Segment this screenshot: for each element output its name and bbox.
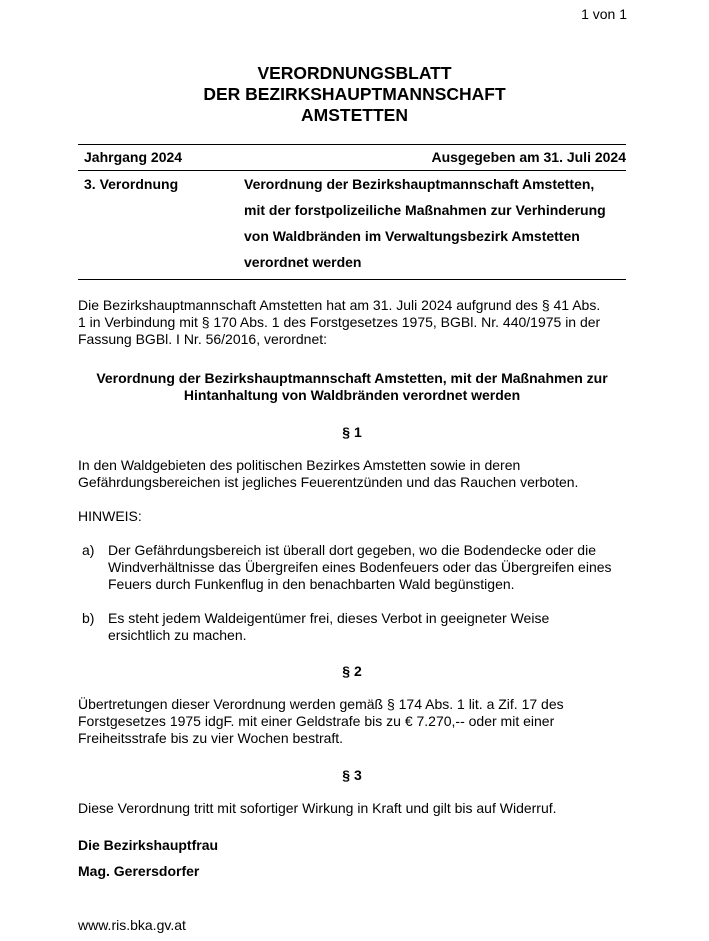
- section-3-title: § 3: [342, 767, 362, 783]
- signature-role: Die Bezirkshauptfrau: [78, 837, 219, 853]
- intro-line: 1 in Verbindung mit § 170 Abs. 1 des Forstgesetzes 1975, BGBl. Nr. 440/1975 in der: [78, 314, 601, 330]
- section-2-line: Forstgesetzes 1975 idgF. mit einer Geldstrafe bis zu € 7.270,-- oder mit einer: [78, 713, 555, 729]
- ordinance-title: [244, 171, 626, 275]
- signature-name: Mag. Gerersdorfer: [78, 863, 200, 879]
- section-1-title: § 1: [342, 424, 362, 440]
- ordinance-title-line: von Waldbränden im Verwaltungsbezirk Amstetten: [244, 228, 580, 244]
- section-2-title: § 2: [342, 663, 362, 679]
- section-3-text: Diese Verordnung tritt mit sofortiger Wirkung in Kraft und gilt bis auf Widerruf.: [78, 800, 557, 816]
- section-2-line: Übertretungen dieser Verordnung werden gemäß § 174 Abs. 1 lit. a Zif. 17 des: [78, 696, 564, 712]
- title-line-3: AMSTETTEN: [301, 105, 408, 125]
- hinweis-b-text: [108, 610, 626, 644]
- section-1-line: In den Waldgebieten des politischen Bezirkes Amstetten sowie in deren: [78, 457, 521, 473]
- section-1-text: [78, 457, 626, 491]
- intro-line: Die Bezirkshauptmannschaft Amstetten hat am 31. Juli 2024 aufgrund des § 41 Abs.: [78, 297, 601, 313]
- hinweis-a-line: Windverhältnisse das Übergreifen eines Bodenfeuers oder das Übergreifen eines: [108, 559, 612, 575]
- hinweis-b-label: b): [82, 610, 95, 626]
- ordinance-heading: [78, 370, 626, 404]
- section-1-line: Gefährdungsbereichen ist jegliches Feuerentzünden und das Rauchen verboten.: [78, 474, 579, 490]
- hinweis-item-a: [78, 542, 626, 593]
- intro-line: Fassung BGBl. I Nr. 56/2016, verordnet:: [78, 331, 328, 347]
- issue-header: [78, 144, 626, 280]
- title-line-1: VERORDNUNGSBLATT: [257, 63, 452, 83]
- ordinance-title-line: Verordnung der Bezirkshauptmannschaft Amstetten,: [244, 176, 595, 192]
- intro-paragraph: [78, 297, 626, 348]
- title-line-2: DER BEZIRKSHAUPTMANNSCHAFT: [203, 84, 506, 104]
- ordinance-number: 3. Verordnung: [84, 176, 179, 192]
- hinweis-a-text: [108, 542, 626, 593]
- document-body: [78, 297, 626, 880]
- section-2-line: Freiheitsstrafe bis zu vier Wochen bestraft.: [78, 730, 344, 746]
- ordinance-heading-line: Verordnung der Bezirkshauptmannschaft Amstetten, mit der Maßnahmen zur: [96, 370, 608, 386]
- issue-date: Ausgegeben am 31. Juli 2024: [431, 149, 626, 165]
- hinweis-item-b: [78, 610, 626, 644]
- document-title: [0, 63, 709, 126]
- hinweis-a-line: Feuers durch Funkenflug in den benachbarten Wald begünstigen.: [108, 576, 515, 592]
- hinweis-b-line: Es steht jedem Waldeigentümer frei, dieses Verbot in geeigneter Weise: [108, 610, 550, 626]
- ordinance-title-line: verordnet werden: [244, 254, 362, 270]
- page-number: 1 von 1: [581, 6, 627, 22]
- ordinance-heading-line: Hintanhaltung von Waldbränden verordnet werden: [183, 387, 521, 403]
- ordinance-row: [78, 171, 626, 279]
- hinweis-a-line: Der Gefährdungsbereich ist überall dort gegeben, wo die Bodendecke oder die: [108, 542, 596, 558]
- header-bottom-rule: [78, 279, 626, 280]
- ordinance-title-line: mit der forstpolizeiliche Maßnahmen zur Verhinderung: [244, 202, 606, 218]
- jahrgang: Jahrgang 2024: [84, 149, 183, 165]
- section-2-text: [78, 696, 626, 747]
- footer-url: www.ris.bka.gv.at: [78, 917, 186, 933]
- hinweis-a-label: a): [82, 542, 95, 558]
- hinweis-label: HINWEIS:: [78, 508, 142, 524]
- issue-row: [78, 145, 626, 170]
- hinweis-b-line: ersichtlich zu machen.: [108, 627, 247, 643]
